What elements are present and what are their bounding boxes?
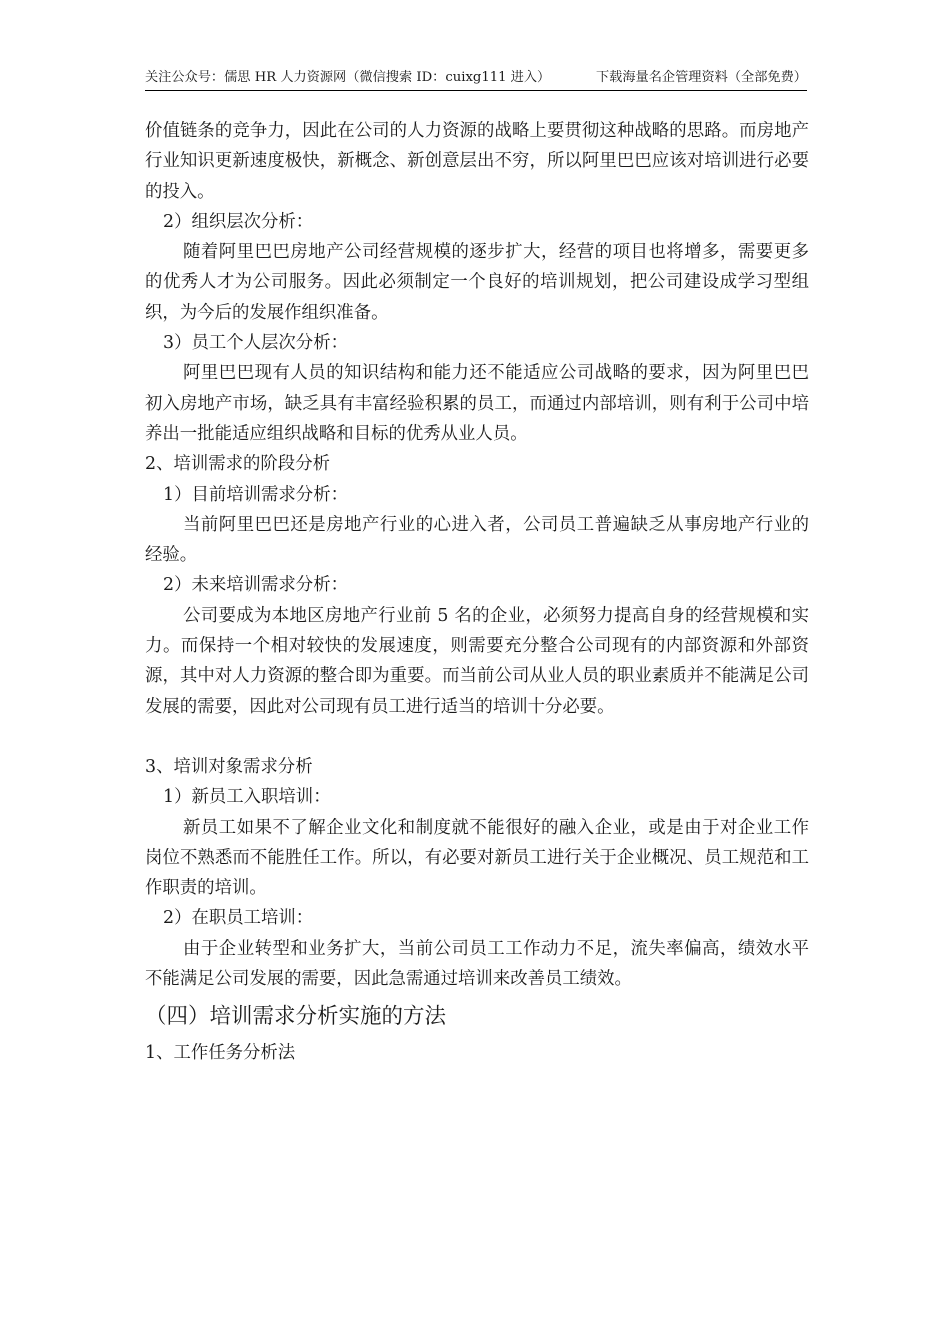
paragraph-organization-level: 随着阿里巴巴房地产公司经营规模的逐步扩大，经营的项目也将增多，需要更多的优秀人才为公司服务。因此必须制定一个良好的培训规划，把公司建设成学习型组织，为今后的发展作组织准备。 (145, 242, 809, 323)
subheading-new-employee: 1）新员工入职培训： (163, 787, 331, 808)
subheading-current-employee: 2）在职员工培训： (163, 908, 314, 929)
header-left-text: 关注公众号：儒思 HR 人力资源网（微信搜索 ID：cuixg111 进入） (145, 70, 551, 85)
page-header (145, 68, 807, 91)
spacer (145, 722, 809, 752)
subheading-future-needs: 2）未来培训需求分析： (163, 575, 348, 596)
paragraph-strategy-continued: 价值链条的竞争力，因此在公司的人力资源的战略上要贯彻这种战略的思路。而房地产行业知识更新速度极快，新概念、新创意层出不穷，所以阿里巴巴应该对培训进行必要的投入。 (145, 121, 809, 202)
paragraph-current-employee: 由于企业转型和业务扩大，当前公司员工工作动力不足，流失率偏高，绩效水平不能满足公司发展的需要，因此急需通过培训来改善员工绩效。 (145, 938, 809, 990)
subheading-organization-level: 2）组织层次分析： (163, 211, 314, 232)
subheading-individual-level: 3）员工个人层次分析： (163, 333, 348, 354)
subheading-current-needs: 1）目前培训需求分析： (163, 484, 348, 505)
heading-task-analysis: 1、工作任务分析法 (145, 1043, 296, 1064)
paragraph-future-needs: 公司要成为本地区房地产行业前 5 名的企业，必须努力提高自身的经营规模和实力。而保持一个相对较快的发展速度，则需要充分整合公司现有的内部资源和外部资源，其中对人力资源的整合即为重要。而当前公司从业人员的职业素质并不能满足公司发展的需要，因此对公司现有员工进行适当的培训十分必要。 (145, 605, 809, 717)
document-body (145, 116, 809, 1069)
heading-stage-analysis: 2、培训需求的阶段分析 (145, 454, 330, 475)
paragraph-current-needs: 当前阿里巴巴还是房地产行业的心进入者，公司员工普遍缺乏从事房地产行业的经验。 (145, 514, 809, 566)
section-heading-methods: （四）培训需求分析实施的方法 (145, 1004, 447, 1030)
paragraph-new-employee: 新员工如果不了解企业文化和制度就不能很好的融入企业，或是由于对企业工作岗位不熟悉而不能胜任工作。所以，有必要对新员工进行关于企业概况、员工规范和工作职责的培训。 (145, 817, 809, 899)
heading-target-analysis: 3、培训对象需求分析 (145, 756, 313, 777)
header-right-text: 下载海量名企管理资料（全部免费） (596, 70, 807, 85)
paragraph-individual-level: 阿里巴巴现有人员的知识结构和能力还不能适应公司战略的要求，因为阿里巴巴初入房地产市场，缺乏具有丰富经验积累的员工，而通过内部培训，则有利于公司中培养出一批能适应组织战略和目标的优秀从业人员。 (145, 363, 809, 444)
